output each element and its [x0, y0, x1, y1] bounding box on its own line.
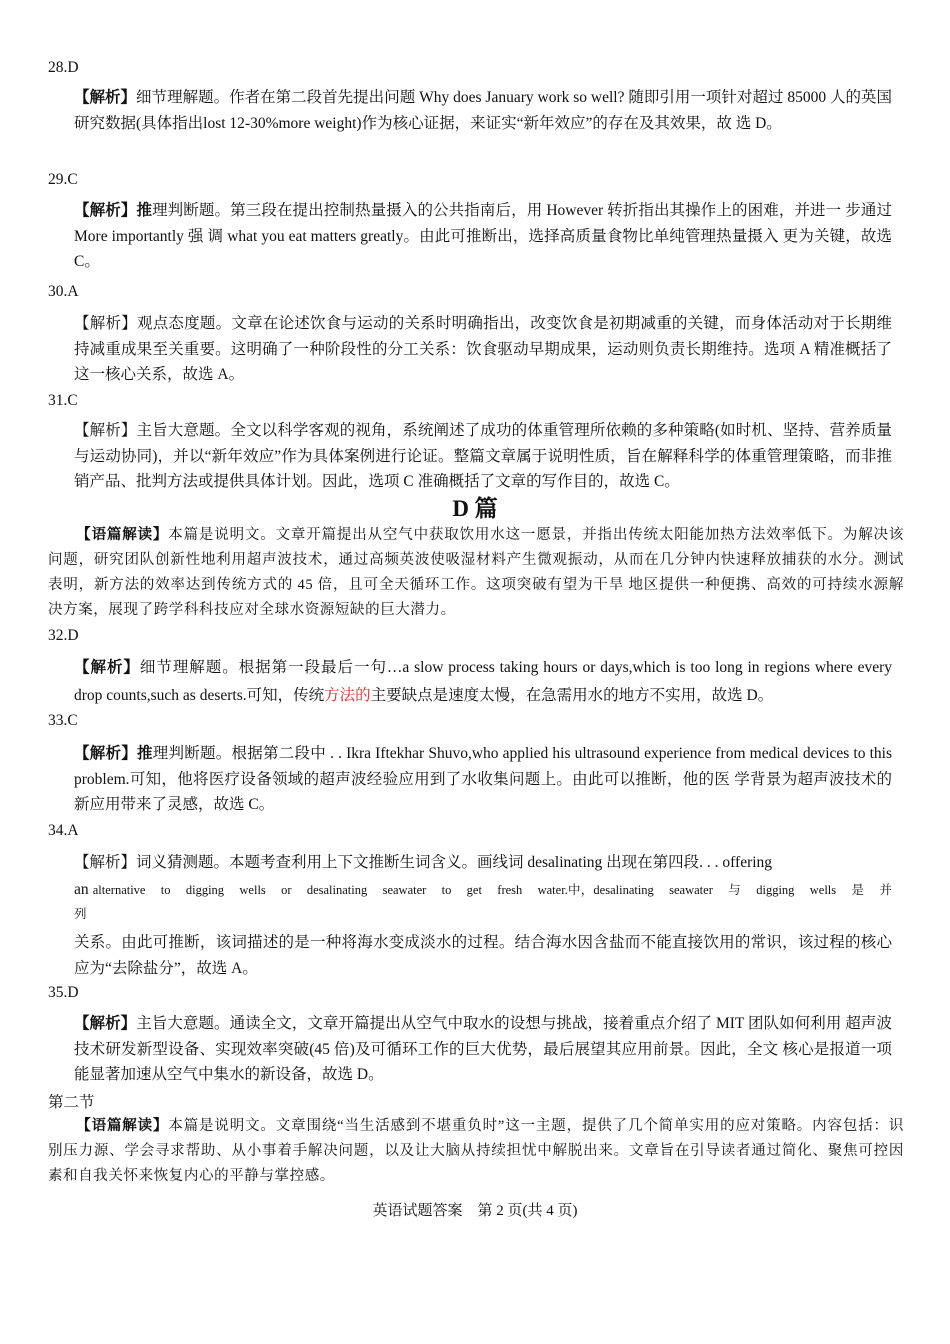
- q34-text-small: alternative to digging wells or desalinating seawater to get fresh water.中，desalinating seawater 与 digging wells 是 并 列: [74, 883, 893, 921]
- q30-explanation: [74, 311, 892, 388]
- q28-explanation: [74, 85, 892, 136]
- q32-highlight: 方法的: [324, 687, 371, 704]
- section-two-summary: [48, 1114, 904, 1189]
- q31-number: 31.C: [48, 392, 78, 409]
- q34-explanation: [74, 850, 892, 876]
- q35-explanation: [74, 1011, 892, 1088]
- section-two-title: 第二节: [48, 1094, 95, 1111]
- section-d-summary: [48, 523, 904, 623]
- page-footer: 英语试题答案 第 2 页(共 4 页): [372, 1203, 578, 1219]
- q33-explanation: [74, 741, 892, 818]
- q28-tag: 【解析】: [74, 89, 137, 106]
- section-d-text: 本篇是说明文。文章开篇提出从空气中获取饮用水这一愿景，并指出传统太阳能加热方法效率低下。为解决该问题，研究团队创新性地利用超声波技术，通过高频英波使吸湿材料产生微观振动，从而在几分钟内快速释放捕获的水分。测试表明，新方法的效率达到传统方式的 45 倍，且可全天循环工作。这项突破有望为干旱 地区提供一种便携、高效的可持续水源解决方案，展现了跨学科科技应对全球水资源短缺的巨大潜力。: [48, 527, 904, 618]
- q30-tag: 【解析】: [74, 315, 137, 332]
- q29-number: 29.C: [48, 171, 78, 188]
- q32-explanation: [74, 654, 892, 710]
- q35-text: 主旨大意题。通读全文，文章开篇提出从空气中取水的设想与挑战，接着重点介绍了 MIT 团队如何利用 超声波技术研发新型设备、实现效率突破(45 倍)及可循环工作的巨大优势，最后展望其应用前景。因此，全文 核心是报道一项能显著加速从空气中集水的新设备，故选 D。: [74, 1015, 892, 1083]
- section-d-tag: 【语篇解读】: [76, 527, 169, 543]
- q28-text: 细节理解题。作者在第二段首先提出问题 Why does January work so well? 随即引用一项针对超过 85000 人的英国研究数据(具体指出lost 12-30%more weight)作为核心证据，来证实“新年效应”的存在及其效果，故 选 D。: [74, 89, 892, 132]
- q30-number: 30.A: [48, 283, 79, 300]
- q31-tag: 【解析】: [74, 422, 137, 439]
- q34-text-an: an: [74, 881, 89, 898]
- q35-number: 35.D: [48, 984, 79, 1001]
- section-two-text: 本篇是说明文。文章围绕“当生活感到不堪重负时”这一主题，提供了几个简单实用的应对策略。内容包括：识别压力源、学会寻求帮助、从小事着手解决问题，以及让大脑从持续担忧中解脱出来。文章旨在引导读者通过简化、聚焦可控因素和自我关怀来恢复内心的平静与掌控感。: [48, 1118, 904, 1184]
- q34-quote: [74, 878, 892, 926]
- q33-tag: 【解析】推: [74, 745, 153, 762]
- q28-number: 28.D: [48, 59, 79, 76]
- q32-tag: 【解析】: [74, 659, 140, 676]
- section-two-tag: 【语篇解读】: [76, 1118, 169, 1134]
- q35-tag: 【解析】: [74, 1015, 137, 1032]
- q31-explanation: [74, 418, 892, 495]
- q31-text: 主旨大意题。全文以科学客观的视角，系统阐述了成功的体重管理所依赖的多种策略(如时机、坚持、营养质量与运动协同)，并以“新年效应”作为具体案例进行论证。整篇文章属于说明性质，旨在解释科学的体重管理策略，而非推销产品、批判方法或提供具体计划。因此，选项 C 准确概括了文章的写作目的，故选 C。: [74, 422, 892, 490]
- q30-text: 观点态度题。文章在论述饮食与运动的关系时明确指出，改变饮食是初期减重的关键，而身体活动对于长期维持减重成果至关重要。这明确了一种阶段性的分工关系：饮食驱动早期成果，运动则负责长期维持。选项 A 精准概括了这一核心关系，故选 A。: [74, 315, 892, 383]
- q34-number: 34.A: [48, 822, 79, 839]
- q34-conclusion: 关系。由此可推断，该词描述的是一种将海水变成淡水的过程。结合海水因含盐而不能直接饮用的常识，该过程的核心应为“去除盐分”，故选 A。: [74, 934, 892, 977]
- q34-tag: 【解析】: [74, 854, 137, 871]
- q32-text-b: 主要缺点是速度太慢，在急需用水的地方不实用，故选 D。: [370, 687, 774, 704]
- q32-number: 32.D: [48, 627, 79, 644]
- q34-text-a: 词义猜测题。本题考查利用上下文推断生词含义。画线词 desalinating 出现在第四段. . . offering: [136, 854, 773, 871]
- q29-explanation: [74, 198, 892, 275]
- q33-text: 理判断题。根据第二段中 . . Ikra Iftekhar Shuvo,who applied his ultrasound experience from medical devices to this problem.可知，他将医疗设备领域的超声波经验应用到了水收集问题上。由此可以推断，他的医 学背景为超声波技术的新应用带来了灵感，故选 C。: [74, 745, 892, 813]
- q33-number: 33.C: [48, 712, 78, 729]
- q32-text-a: 细节理解题。根据第一段最后一句…a slow process taking hours or days,which is too long in regions where every drop counts,such as deserts.可知，传统: [74, 659, 892, 704]
- section-d-title: D 篇: [452, 496, 498, 521]
- q29-tag: 【解析】推: [74, 202, 153, 219]
- q29-text: 理判断题。第三段在提出控制热量摄入的公共指南后，用 However 转折指出其操作上的困难，并进一 步通过 More importantly 强 调 what you eat matters greatly。由此可推断出，选择高质量食物比单纯管理热量摄入 更为关键，故选 C。: [74, 202, 892, 270]
